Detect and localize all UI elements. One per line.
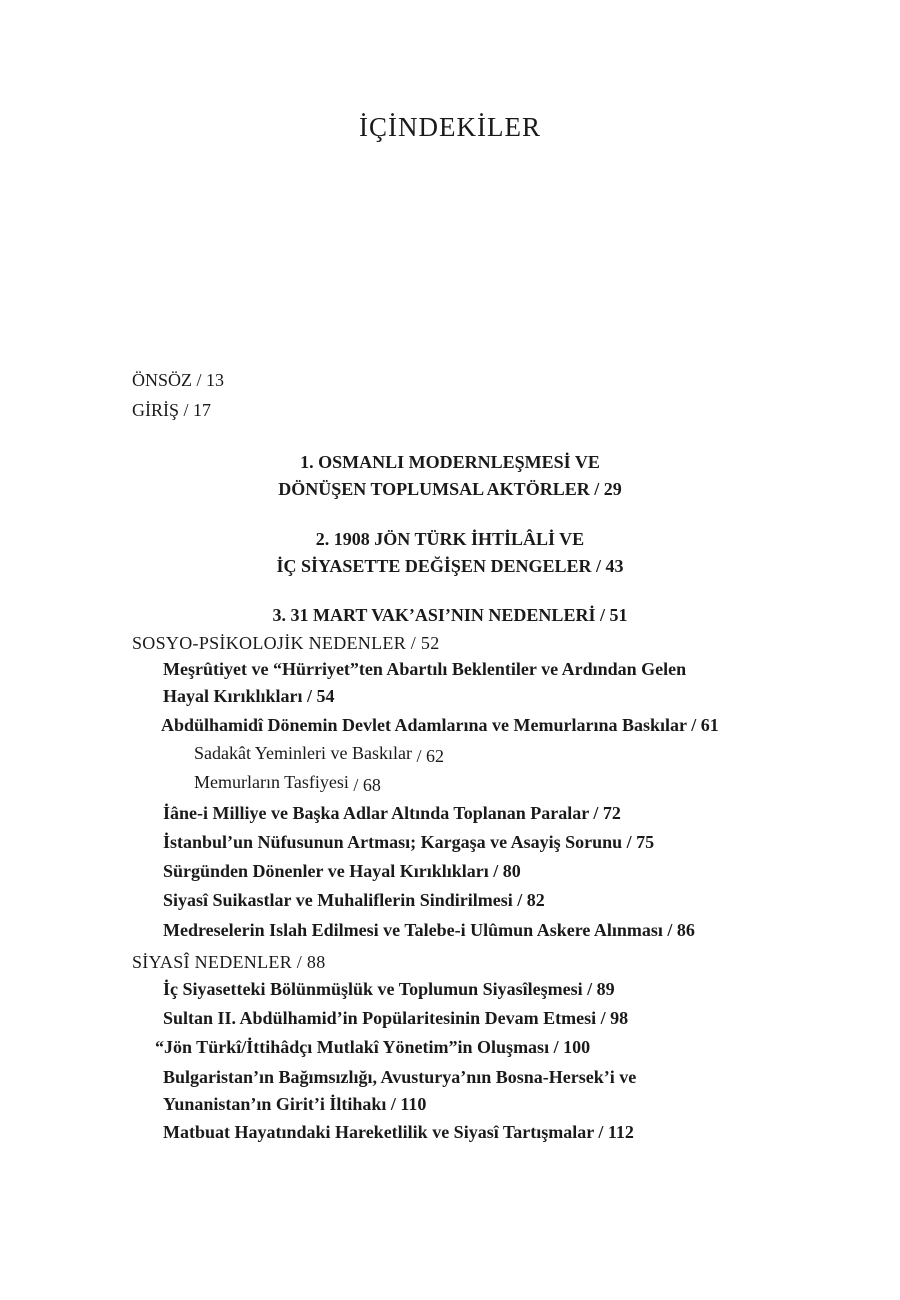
toc-item[interactable] [163,656,686,710]
toc-chapter-2[interactable] [0,526,900,580]
toc-item[interactable]: Matbuat Hayatındaki Hareketlilik ve Siyasî Tartışmalar / 112 [163,1122,634,1142]
toc-section-heading[interactable]: SOSYO-PSİKOLOJİK NEDENLER / 52 [132,633,440,653]
toc-item[interactable]: Siyasî Suikastlar ve Muhaliflerin Sindirilmesi / 82 [163,890,545,910]
toc-subitem-page: / 68 [353,775,381,795]
toc-item[interactable]: İç Siyasetteki Bölünmüşlük ve Toplumun Siyasîleşmesi / 89 [163,979,615,999]
toc-entry-giris[interactable]: GİRİŞ / 17 [132,400,212,420]
toc-item[interactable]: Abdülhamidî Dönemin Devlet Adamlarına ve Memurlarına Baskılar / 61 [161,715,719,735]
toc-item[interactable]: İâne-i Milliye ve Başka Adlar Altında Toplanan Paralar / 72 [163,803,621,823]
toc-item[interactable]: Medreselerin Islah Edilmesi ve Talebe-i Ulûmun Askere Alınması / 86 [163,920,695,940]
toc-section-heading[interactable]: SİYASÎ NEDENLER / 88 [132,952,326,972]
toc-subitem[interactable] [194,743,444,764]
toc-item-line: Hayal Kırıklıkları / 54 [163,686,335,706]
toc-item-line: Yunanistan’ın Girit’i İltihakı / 110 [163,1094,427,1114]
toc-chapter-1[interactable] [0,449,900,503]
toc-subitem[interactable] [194,772,381,793]
chapter-title-line: 1. OSMANLI MODERNLEŞMESİ VE [300,452,600,472]
toc-subitem-text: Sadakât Yeminleri ve Baskılar [194,743,412,763]
toc-entry-onsoz[interactable]: ÖNSÖZ / 13 [132,370,225,390]
toc-item[interactable]: “Jön Türkî/İttihâdçı Mutlakî Yönetim”in Oluşması / 100 [155,1037,591,1057]
chapter-title-line: 2. 1908 JÖN TÜRK İHTİLÂLİ VE [315,529,585,549]
chapter-title-line: DÖNÜŞEN TOPLUMSAL AKTÖRLER / 29 [278,479,622,499]
chapter-title-line: 3. 31 MART VAK’ASI’NIN NEDENLERİ / 51 [272,605,628,625]
toc-item[interactable]: İstanbul’un Nüfusunun Artması; Kargaşa ve Asayiş Sorunu / 75 [163,832,655,852]
toc-item[interactable]: Sürgünden Dönenler ve Hayal Kırıklıkları / 80 [163,861,521,881]
toc-item-line: Meşrûtiyet ve “Hürriyet”ten Abartılı Beklentiler ve Ardından Gelen [163,659,687,679]
toc-chapter-3[interactable] [0,602,900,629]
toc-item[interactable] [163,1064,636,1118]
chapter-title-line: İÇ SİYASETTE DEĞİŞEN DENGELER / 43 [276,556,624,576]
toc-item-line: Bulgaristan’ın Bağımsızlığı, Avusturya’nın Bosna-Hersek’i ve [163,1067,637,1087]
page-title: İÇİNDEKİLER [359,112,541,142]
toc-item[interactable]: Sultan II. Abdülhamid’in Popülaritesinin Devam Etmesi / 98 [163,1008,629,1028]
toc-subitem-page: / 62 [416,746,444,766]
toc-subitem-text: Memurların Tasfiyesi [194,772,349,792]
